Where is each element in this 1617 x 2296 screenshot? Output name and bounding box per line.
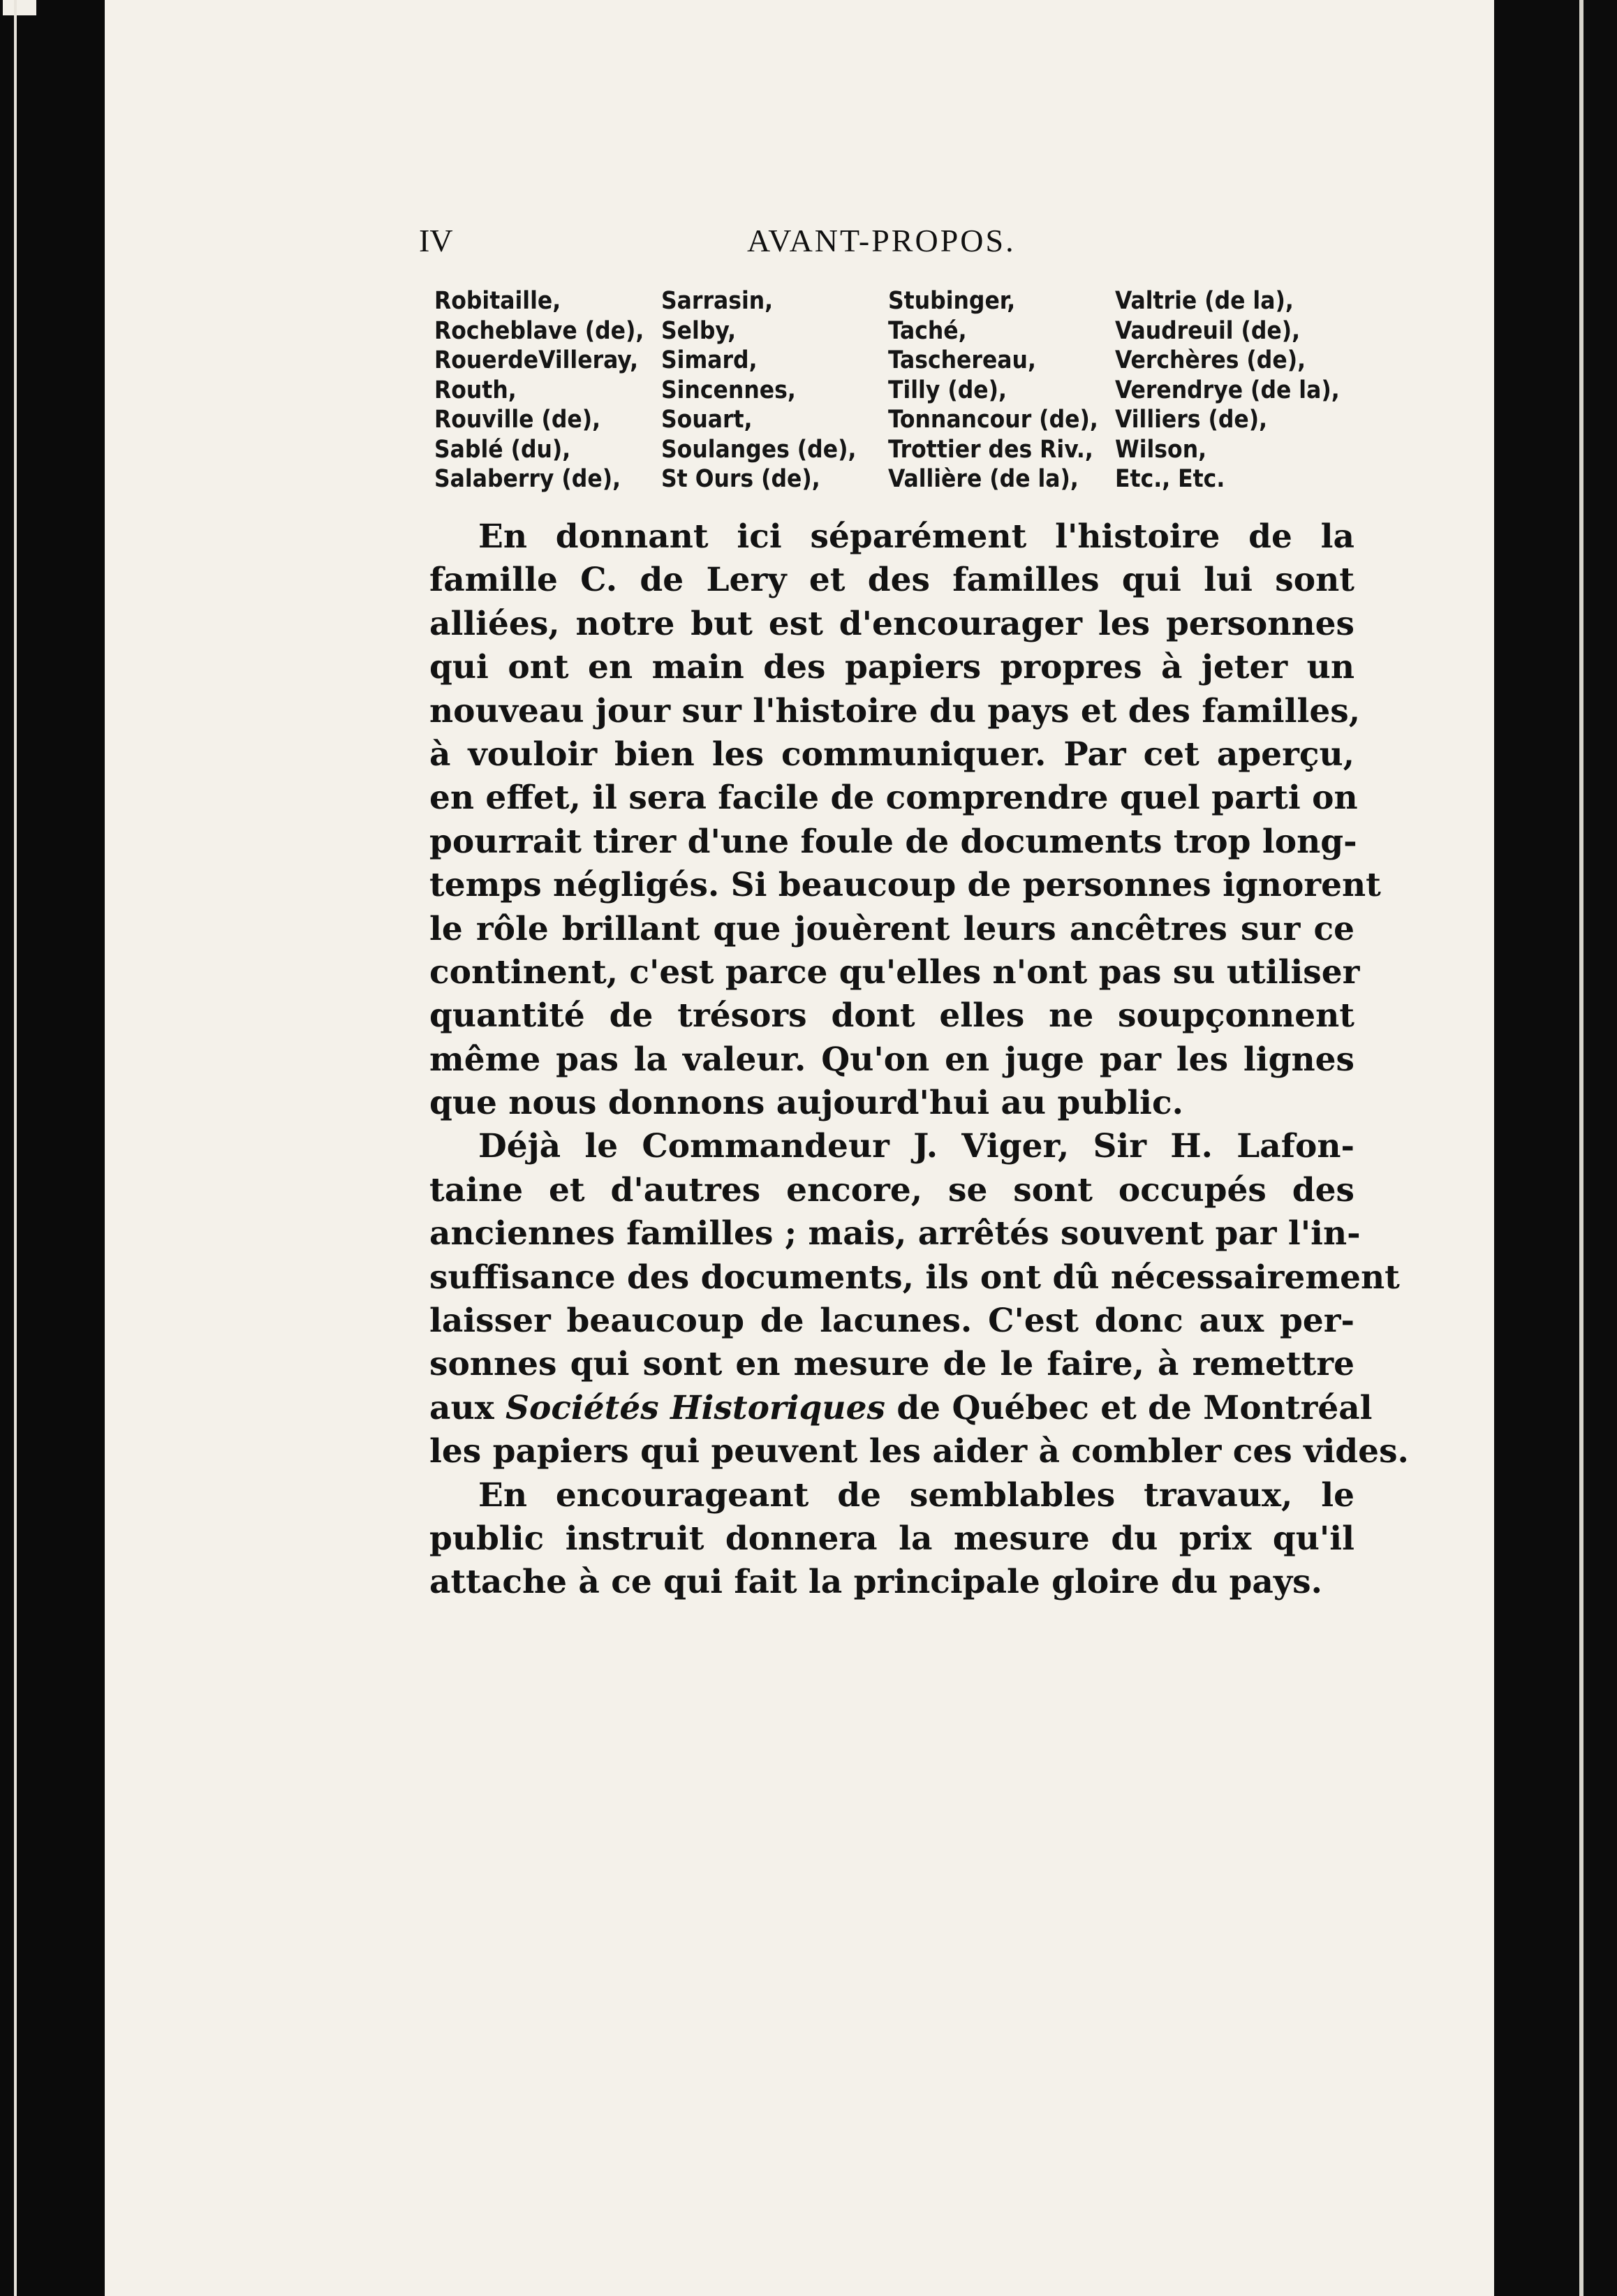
family-name: Rouville (de), — [434, 406, 601, 434]
family-name: Simard, — [661, 346, 758, 374]
text-line: famille C. de Lery et des familles qui lui sont — [429, 561, 1354, 600]
text-line: nouveau jour sur l'histoire du pays et des familles, — [429, 691, 1361, 730]
text-fragment: de Québec et de Montréal — [896, 1388, 1373, 1427]
text-line: à vouloir bien les communiquer. Par cet aperçu, — [429, 735, 1354, 774]
family-name: Vaudreuil (de), — [1115, 316, 1301, 345]
text-line: laisser beaucoup de lacunes. C'est donc aux per- — [429, 1302, 1354, 1341]
text-line: En donnant ici séparément l'histoire de la — [478, 517, 1354, 556]
text-line: attache à ce qui fait la principale gloire du pays. — [429, 1563, 1322, 1602]
right-scan-border — [1494, 0, 1617, 2296]
names-column-1 — [434, 286, 661, 494]
text-line — [429, 1387, 1373, 1430]
names-column-3 — [888, 286, 1115, 494]
names-column-2 — [661, 286, 888, 494]
family-name: Villiers (de), — [1115, 406, 1268, 434]
border-rule — [14, 0, 17, 2296]
family-name: Salaberry (de), — [434, 465, 621, 493]
family-name: Trottier des Riv., — [888, 435, 1093, 464]
text-line: même pas la valeur. Qu'on en juge par les lignes — [429, 1040, 1354, 1079]
text-line: anciennes familles ; mais, arrêtés souvent par l'in- — [429, 1214, 1361, 1253]
text-line: continent, c'est parce qu'elles n'ont pas su utiliser — [429, 952, 1360, 992]
family-name: Verchères (de), — [1115, 346, 1306, 374]
body-text — [429, 515, 1409, 1605]
family-name: Taché, — [888, 316, 967, 345]
page-number: IV — [419, 223, 453, 258]
border-tick-mark — [3, 0, 36, 15]
text-line: public instruit donnera la mesure du prix qu'il — [429, 1519, 1354, 1558]
text-line: suffisance des documents, ils ont dû nécessairement — [429, 1258, 1400, 1297]
italic-society-name: Sociétés Historiques — [505, 1388, 885, 1427]
text-line: quantité de trésors dont elles ne soupçonnent — [429, 996, 1354, 1036]
family-name: Sablé (du), — [434, 435, 571, 464]
family-name: Verendrye (de la), — [1115, 376, 1340, 404]
text-line: alliées, notre but est d'encourager les personnes — [429, 604, 1354, 643]
running-head: AVANT-PROPOS. — [747, 223, 1016, 258]
family-name: Selby, — [661, 316, 737, 345]
text-line: les papiers qui peuvent les aider à combler ces vides. — [429, 1432, 1409, 1471]
family-names-list — [434, 286, 1370, 494]
family-name: Etc., Etc. — [1115, 465, 1225, 493]
text-line: temps négligés. Si beaucoup de personnes ignorent — [429, 866, 1381, 905]
family-name: RouerdeVilleray, — [434, 346, 639, 374]
family-name: Tonnancour (de), — [888, 406, 1098, 434]
family-name: Rocheblave (de), — [434, 316, 644, 345]
text-line: le rôle brillant que jouèrent leurs ancêtres sur ce — [429, 909, 1354, 948]
names-column-4 — [1115, 286, 1370, 494]
text-line: qui ont en main des papiers propres à jeter un — [429, 648, 1354, 687]
family-name: Sarrasin, — [661, 287, 774, 315]
family-name: Sincennes, — [661, 376, 796, 404]
family-name: Taschereau, — [888, 346, 1036, 374]
family-name: Routh, — [434, 376, 517, 404]
left-scan-border — [0, 0, 105, 2296]
border-rule — [1579, 0, 1583, 2296]
family-name: Souart, — [661, 406, 753, 434]
family-name: Valtrie (de la), — [1115, 287, 1294, 315]
paragraph-2 — [429, 1125, 1409, 1473]
family-name: Robitaille, — [434, 287, 561, 315]
text-line: En encourageant de semblables travaux, le — [478, 1476, 1354, 1515]
text-line: sonnes qui sont en mesure de le faire, à remettre — [429, 1345, 1354, 1384]
text-line: Déjà le Commandeur J. Viger, Sir H. Lafon- — [478, 1127, 1354, 1166]
text-line: pourrait tirer d'une foule de documents trop long- — [429, 822, 1357, 861]
family-name: Tilly (de), — [888, 376, 1007, 404]
family-name: Wilson, — [1115, 435, 1207, 464]
text-fragment: aux — [429, 1388, 494, 1427]
paragraph-3 — [429, 1474, 1354, 1605]
text-line: en effet, il sera facile de comprendre quel parti on — [429, 779, 1358, 818]
family-name: St Ours (de), — [661, 465, 820, 493]
text-line: que nous donnons aujourd'hui au public. — [429, 1084, 1184, 1123]
paragraph-1 — [429, 515, 1381, 1125]
family-name: Soulanges (de), — [661, 435, 857, 464]
family-name: Stubinger, — [888, 287, 1016, 315]
family-name: Vallière (de la), — [888, 465, 1079, 493]
text-line: taine et d'autres encore, se sont occupés des — [429, 1170, 1354, 1209]
page-header — [419, 222, 1354, 264]
